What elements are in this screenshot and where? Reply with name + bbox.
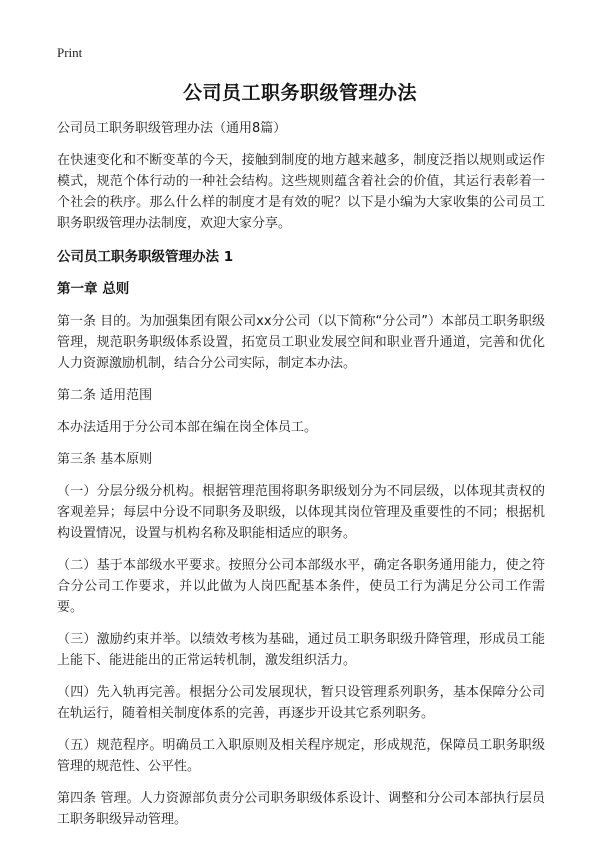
- article-2-title: 第二条 适用范围: [57, 388, 153, 403]
- principle-1: （一）分层分级分机构。根据管理范围将职务职级划分为不同层级，以体现其责权的客观差异；每层中分设不同职务及职级，以体现其岗位管理及重要性的不同；根据机构设置情况，设置与机构名称及职能相适应的职务。: [57, 484, 545, 541]
- chapter-heading: 第一章 总则: [57, 281, 130, 297]
- print-label: Print: [57, 45, 83, 60]
- principle-5: （五）规范程序。明确员工入职原则及相关程序规定，形成规范，保障员工职务职级管理的规范性、公平性。: [57, 738, 545, 774]
- intro-paragraph: 在快速变化和不断变革的今天，接触到制度的地方越来越多，制度泛指以规则或运作模式，规范个体行动的一种社会结构。这些规则蕴含着社会的价值，其运行表彰着一个社会的秩序。那么什么样的制度才是有效的呢？以下是小编为大家收集的公司员工职务职级管理办法制度，欢迎大家分享。: [57, 153, 545, 231]
- principle-4: （四）先入轨再完善。根据分公司发展现状，暂只设管理系列职务，基本保障分公司在轨运行，随着相关制度体系的完善，再逐步开设其它系列职务。: [57, 685, 545, 721]
- article-3-title: 第三条 基本原则: [57, 452, 153, 467]
- section-heading: 公司员工职务职级管理办法 1: [57, 249, 234, 265]
- article-1: 第一条 目的。为加强集团有限公司xx分公司（以下简称“分公司”）本部员工职务职级管理，规范职务职级体系设置，拓宽员工职业发展空间和职业晋升通道，完善和优化人力资源激励机制，结合分公司实际，制定本办法。: [57, 314, 545, 371]
- principle-2: （二）基于本部级水平要求。按照分公司本部级水平，确定各职务通用能力，使之符合分公司工作要求，并以此做为人岗匹配基本条件，使员工行为满足分公司工作需要。: [57, 558, 545, 615]
- document-body: [57, 118, 545, 841]
- principle-3: （三）激励约束并举。以绩效考核为基础，通过员工职务职级升降管理，形成员工能上能下、能进能出的正常运转机制，激发组织活力。: [57, 632, 545, 668]
- document-title: 公司员工职务职级管理办法: [182, 82, 417, 104]
- article-4: 第四条 管理。人力资源部负责分公司职务职级体系设计、调整和分公司本部执行层员工职务职级异动管理。: [57, 791, 545, 827]
- document-subtitle: 公司员工职务职级管理办法（通用8篇）: [57, 121, 287, 136]
- article-2-body: 本办法适用于分公司本部在编在岗全体员工。: [57, 420, 318, 435]
